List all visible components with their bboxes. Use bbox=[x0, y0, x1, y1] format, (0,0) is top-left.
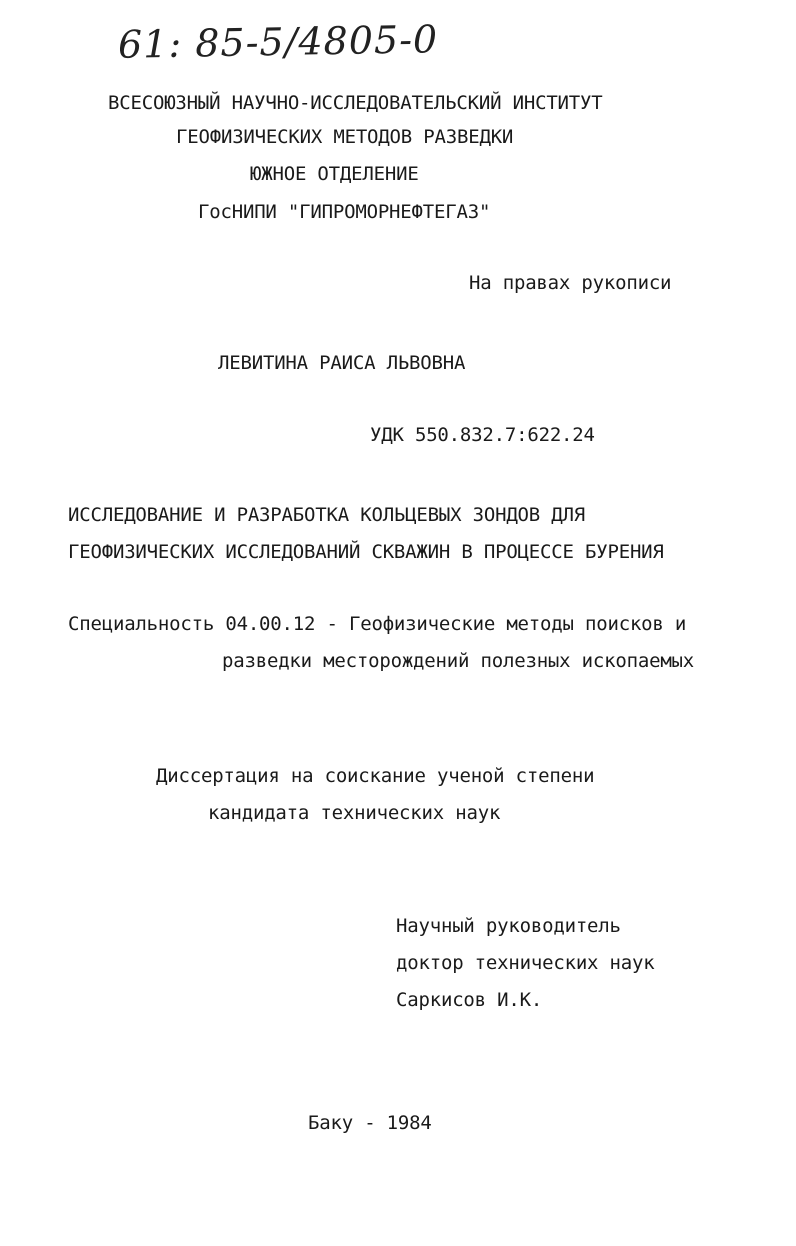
supervisor-line-3: Саркисов И.К. bbox=[396, 989, 543, 1011]
institute-line-1: ВСЕСОЮЗНЫЙ НАУЧНО-ИССЛЕДОВАТЕЛЬСКИЙ ИНСТИТУТ bbox=[108, 92, 603, 114]
specialty-line-2: разведки месторождений полезных ископаемых bbox=[222, 650, 695, 672]
institute-line-3: ЮЖНОЕ ОТДЕЛЕНИЕ bbox=[250, 163, 419, 185]
institute-line-2: ГЕОФИЗИЧЕСКИХ МЕТОДОВ РАЗВЕДКИ bbox=[176, 126, 514, 148]
udc-code: УДК 550.832.7:622.24 bbox=[370, 424, 595, 446]
author-name: ЛЕВИТИНА РАИСА ЛЬВОВНА bbox=[218, 352, 466, 374]
place-year: Баку - 1984 bbox=[308, 1112, 432, 1134]
institute-line-4: ГосНИПИ "ГИПРОМОРНЕФТЕГАЗ" bbox=[198, 201, 491, 223]
handwritten-code: 61: 85-5/4805-0 bbox=[117, 17, 439, 67]
title-line-1: ИССЛЕДОВАНИЕ И РАЗРАБОТКА КОЛЬЦЕВЫХ ЗОНДОВ ДЛЯ bbox=[68, 504, 585, 526]
dissertation-line-1: Диссертация на соискание ученой степени bbox=[156, 765, 595, 787]
dissertation-line-2: кандидата технических наук bbox=[208, 802, 501, 824]
supervisor-line-1: Научный руководитель bbox=[396, 915, 621, 937]
specialty-line-1: Специальность 04.00.12 - Геофизические методы поисков и bbox=[68, 613, 687, 635]
title-line-2: ГЕОФИЗИЧЕСКИХ ИССЛЕДОВАНИЙ СКВАЖИН В ПРОЦЕССЕ БУРЕНИЯ bbox=[68, 541, 664, 563]
supervisor-line-2: доктор технических наук bbox=[396, 952, 655, 974]
manuscript-note: На правах рукописи bbox=[469, 272, 672, 294]
